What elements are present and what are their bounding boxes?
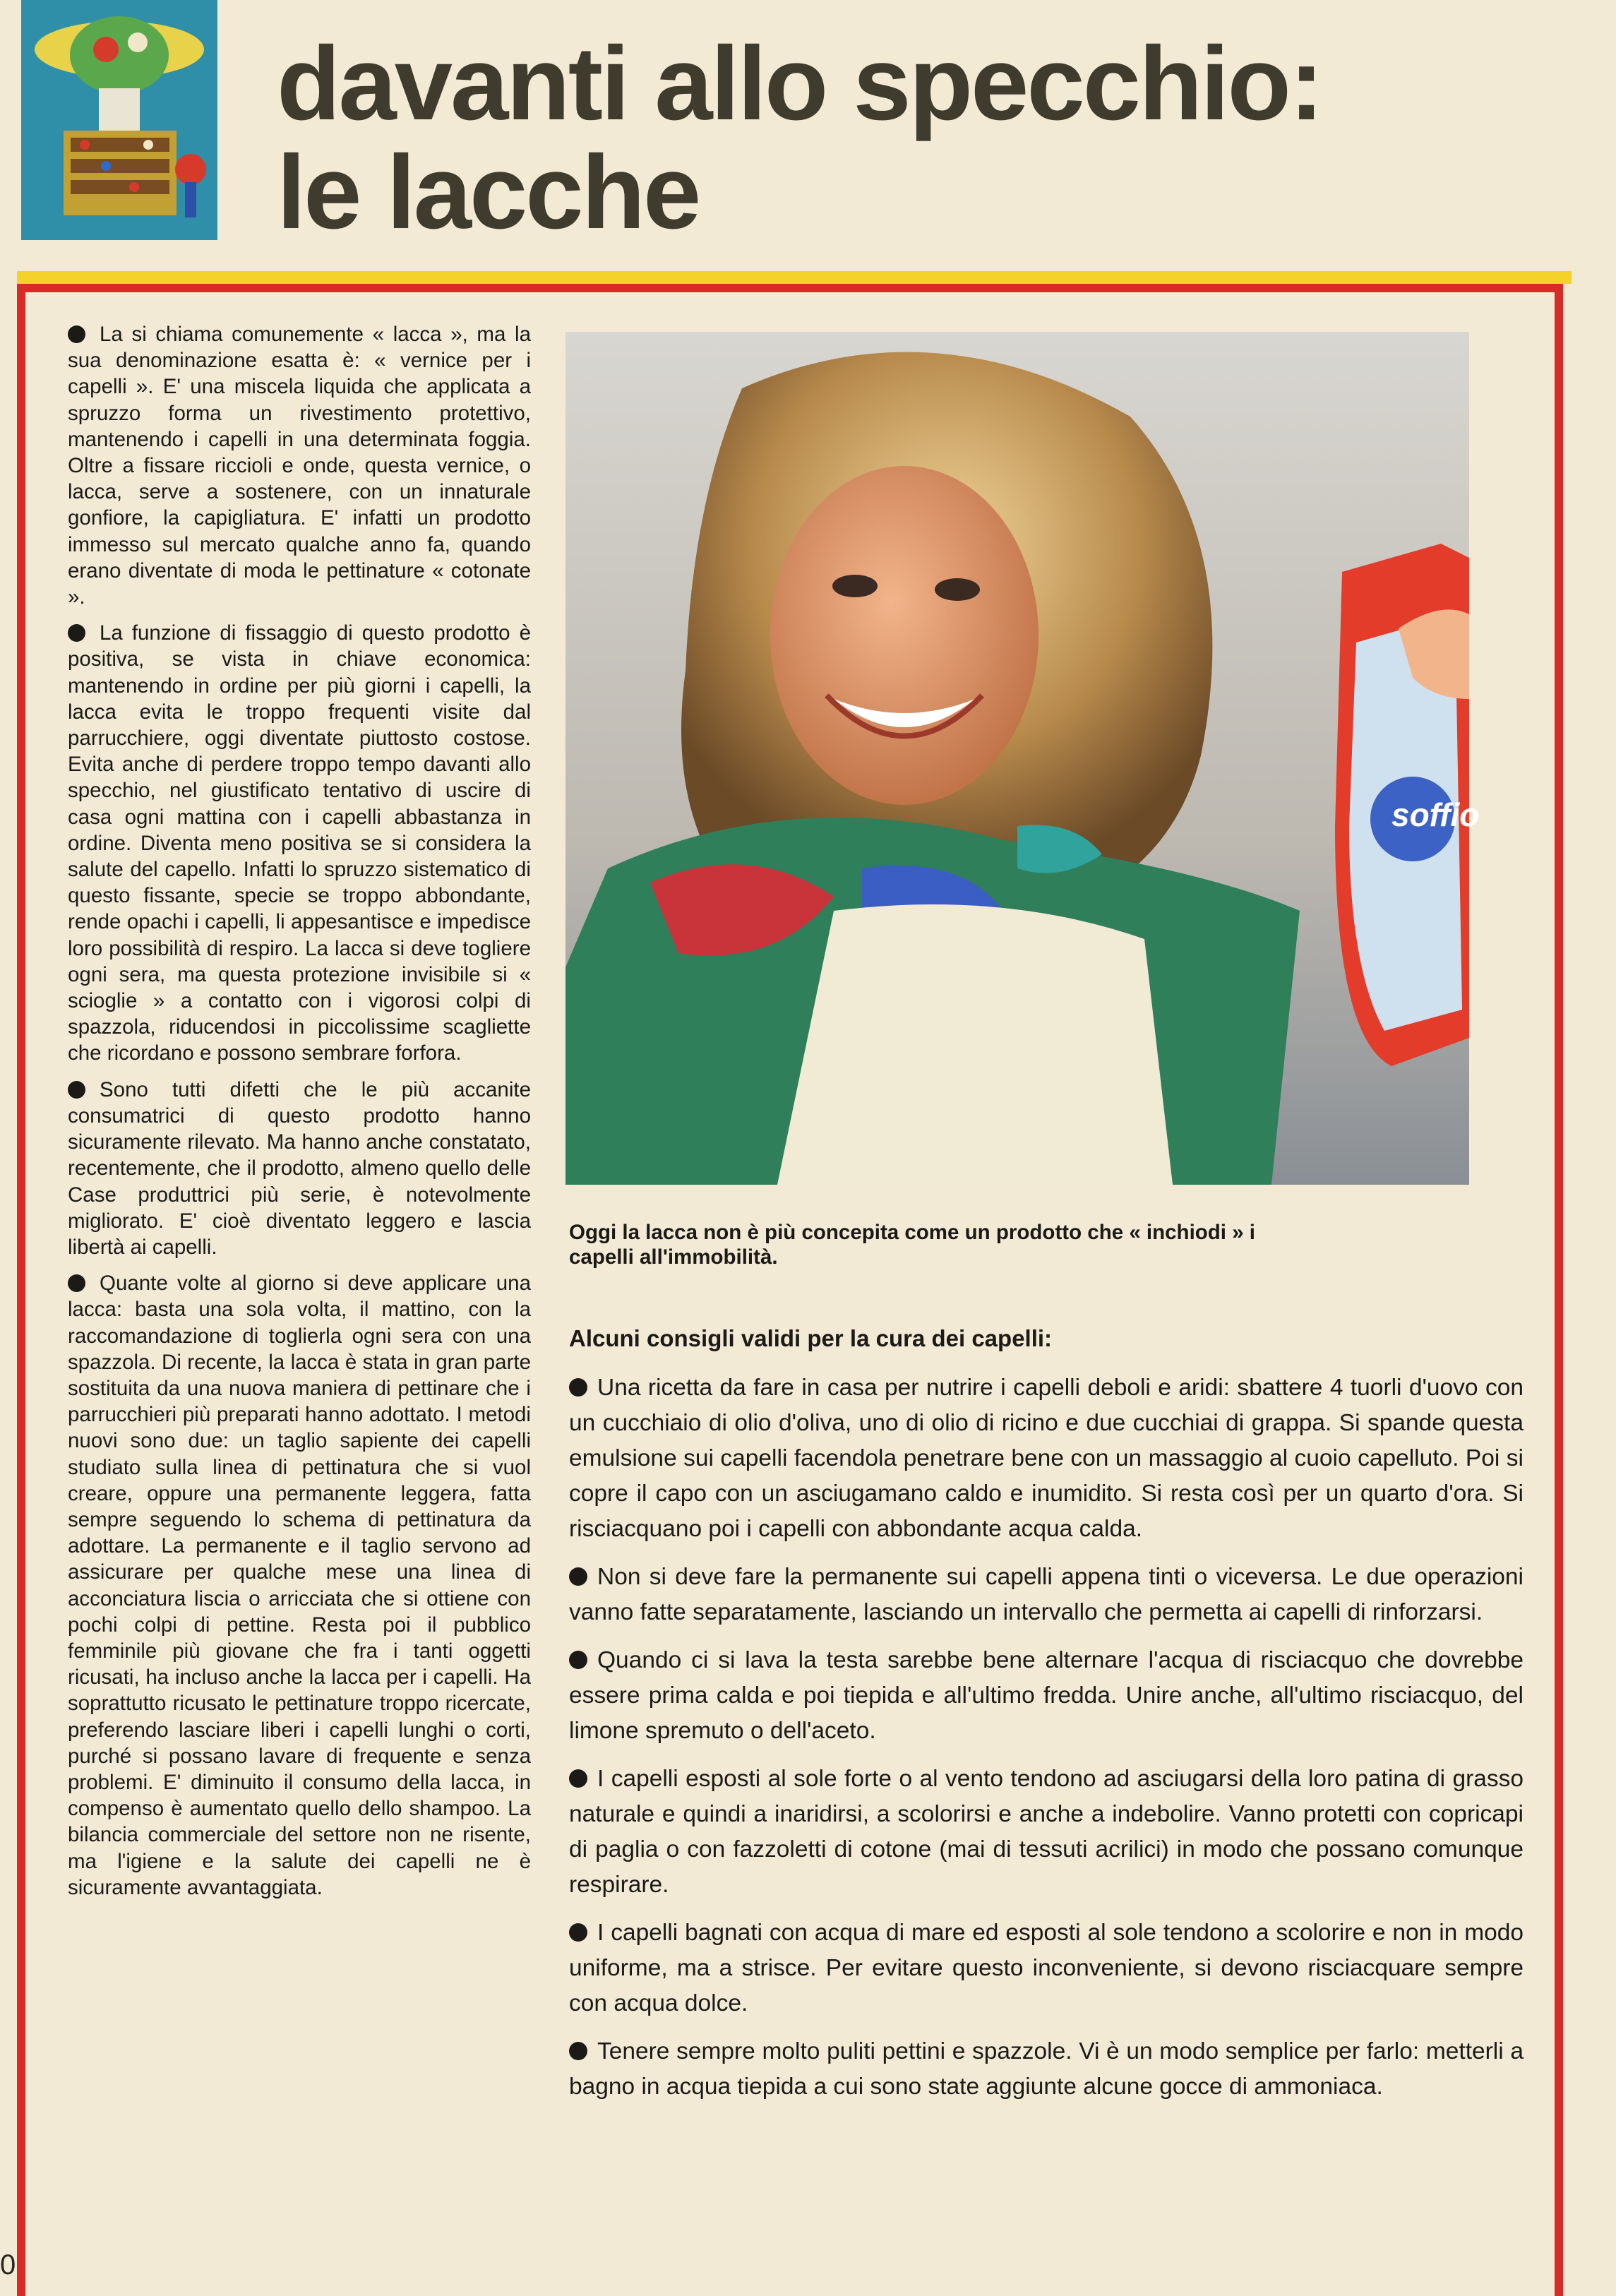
bullet-icon — [68, 325, 85, 343]
article-paragraph: Sono tutti difetti che le più accanite consumatrici di questo prodotto hanno sicuramente rilevato. Ma hanno anche constatato, recentemente, che il prodotto, almeno quello delle Case produttrici più serie, è notevolmente migliorato. E' cioè diventato leggero e lascia libertà ai capelli. — [68, 1077, 531, 1259]
column-logo-illustration — [21, 0, 217, 240]
photo-woman-with-hairspray — [565, 332, 1480, 1185]
advice-item: Non si deve fare la permanente sui capelli appena tinti o viceversa. Le due operazioni vanno fatte separatamente, lasciando un intervallo che permetta ai capelli di rinforzarsi. — [569, 1564, 1524, 1625]
bullet-icon — [68, 624, 85, 642]
article-paragraph: La funzione di fissaggio di questo prodotto è positiva, se vista in chiave economica: mantenendo in ordine per più giorni i capelli, la lacca evita le troppo frequenti visite dal parrucchiere, oggi diventate piuttosto costose. Evita anche di perdere troppo tempo davanti allo specchio, nel giustificato tentativo di uscire di casa ogni mattina con i capelli abbastanza in ordine. Diventa meno positiva se si considera la salute del capello. Infatti lo spruzzo sistematico di questo fissante, specie se troppo abbondante, rende opachi i capelli, li appesantisce e impedisce loro possibilità di respiro. La lacca si deve togliere ogni sera, ma questa protezione invisibile si « scioglie » a contatto con i vigorosi colpi di spazzola, riducendosi in piccolissime scagliette che ricordano e possono sembrare forfora. — [68, 621, 531, 1065]
page-number: 0 — [0, 2249, 16, 2280]
bullet-icon — [569, 1378, 587, 1397]
yellow-stripe — [17, 271, 1572, 284]
bullet-icon — [569, 1651, 587, 1669]
bullet-icon — [569, 1567, 587, 1586]
advice-item: I capelli esposti al sole forte o al vento tendono ad asciugarsi della loro patina di grasso naturale e quindi a inaridirsi, a scolorirsi e anche a indebolire. Vanno protetti con copricapi di paglia o con fazzoletti di cotone (mai di tessuti acrilici) in modo che possano comunque respirare. — [569, 1766, 1524, 1898]
article-body — [68, 321, 531, 1911]
advice-item: I capelli bagnati con acqua di mare ed esposti al sole tendono a scolorire e non in modo uniforme, ma a strisce. Per evitare questo inconveniente, si devono risciacquare sempre con acqua dolce. — [569, 1920, 1524, 2016]
bullet-icon — [569, 2042, 587, 2060]
bullet-icon — [569, 1923, 587, 1942]
article-paragraph: Quante volte al giorno si deve applicare una lacca: basta una sola volta, il mattino, con la raccomandazione di toglierla ogni sera con una spazzola. Di recente, la lacca è stata in gran parte sostituita da una nuova maniera di pettinare che i parrucchieri più preparati hanno adottato. I metodi nuovi sono due: un taglio sapiente dei capelli studiato sulla linea di pettinatura che si vuol creare, oppure una permanente leggera, fatta sempre seguendo lo schema di pettinatura da adottare. La permanente e il taglio servono ad assicurare per qualche mese una linea di acconciatura liscia o arricciata che si ottiene con pochi colpi di pettine. Resta poi il pubblico femminile più giovane che fra i tanti oggetti ricusati, ha incluso anche la lacca per i capelli. Ha soprattutto ricusato le pettinature troppo ricercate, preferendo lasciare liberi i capelli lunghi o corti, purché si possano lavare di frequente e senza problemi. E' diminuito il consumo della lacca, in compenso è aumentato quello dello shampoo. La bilancia commerciale del settore non ne risente, ma l'igiene e la salute dei capelli ne è sicuramente avvantaggiata. — [68, 1272, 531, 1899]
advice-item: Quando ci si lava la testa sarebbe bene alternare l'acqua di risciacquo che dovrebbe essere prima calda e poi tiepida e all'ultimo fredda. Unire anche, all'ultimo risciacquo, del limone spremuto o dell'aceto. — [569, 1647, 1524, 1744]
advice-item: Tenere sempre molto puliti pettini e spazzole. Vi è un modo semplice per farlo: metterli a bagno in acqua tiepida a cui sono state aggiunte alcune gocce di ammoniaca. — [569, 2038, 1524, 2100]
title-line-1: davanti allo specchio: — [277, 25, 1322, 142]
cosmetics-shelf-icon — [21, 0, 217, 240]
advice-item: Una ricetta da fare in casa per nutrire i capelli deboli e aridi: sbattere 4 tuorli d'uovo con un cucchiaio di olio d'oliva, uno di olio di ricino e due cucchiai di grappa. Si spande questa emulsione sui capelli facendola penetrare bene con un massaggio al cuoio capelluto. Poi si copre il capo con un asciugamano caldo e inumidito. Si resta così per un quarto d'ora. Si risciacquano poi i capelli con abbondante acqua calda. — [569, 1375, 1524, 1542]
page-title — [277, 25, 1583, 251]
advice-list — [569, 1370, 1524, 2117]
article-paragraph: La si chiama comunemente « lacca », ma la sua denominazione esatta è: « vernice per i capelli ». E' una miscela liquida che applicata a spruzzo forma un rivestimento protettivo, mantenendo i capelli in una determinata foggia. Oltre a fissare riccioli e onde, questa vernice, o lacca, serve a sostenere, con un innaturale gonfiore, la capigliatura. E' infatti un prodotto immesso sul mercato qualche anno fa, quando erano diventate di moda le pettinature « cotonate ». — [68, 323, 531, 609]
bullet-icon — [68, 1081, 85, 1099]
bullet-icon — [569, 1769, 587, 1788]
title-line-2: le lacche — [277, 134, 700, 251]
bullet-icon — [68, 1274, 85, 1292]
photo-caption: Oggi la lacca non è più concepita come un prodotto che « inchiodi » i capelli all'immobilità. — [569, 1221, 1256, 1269]
can-brand-label: soffio — [1391, 796, 1480, 833]
portrait-image — [565, 332, 1480, 1185]
advice-heading: Alcuni consigli validi per la cura dei capelli: — [569, 1325, 1053, 1351]
